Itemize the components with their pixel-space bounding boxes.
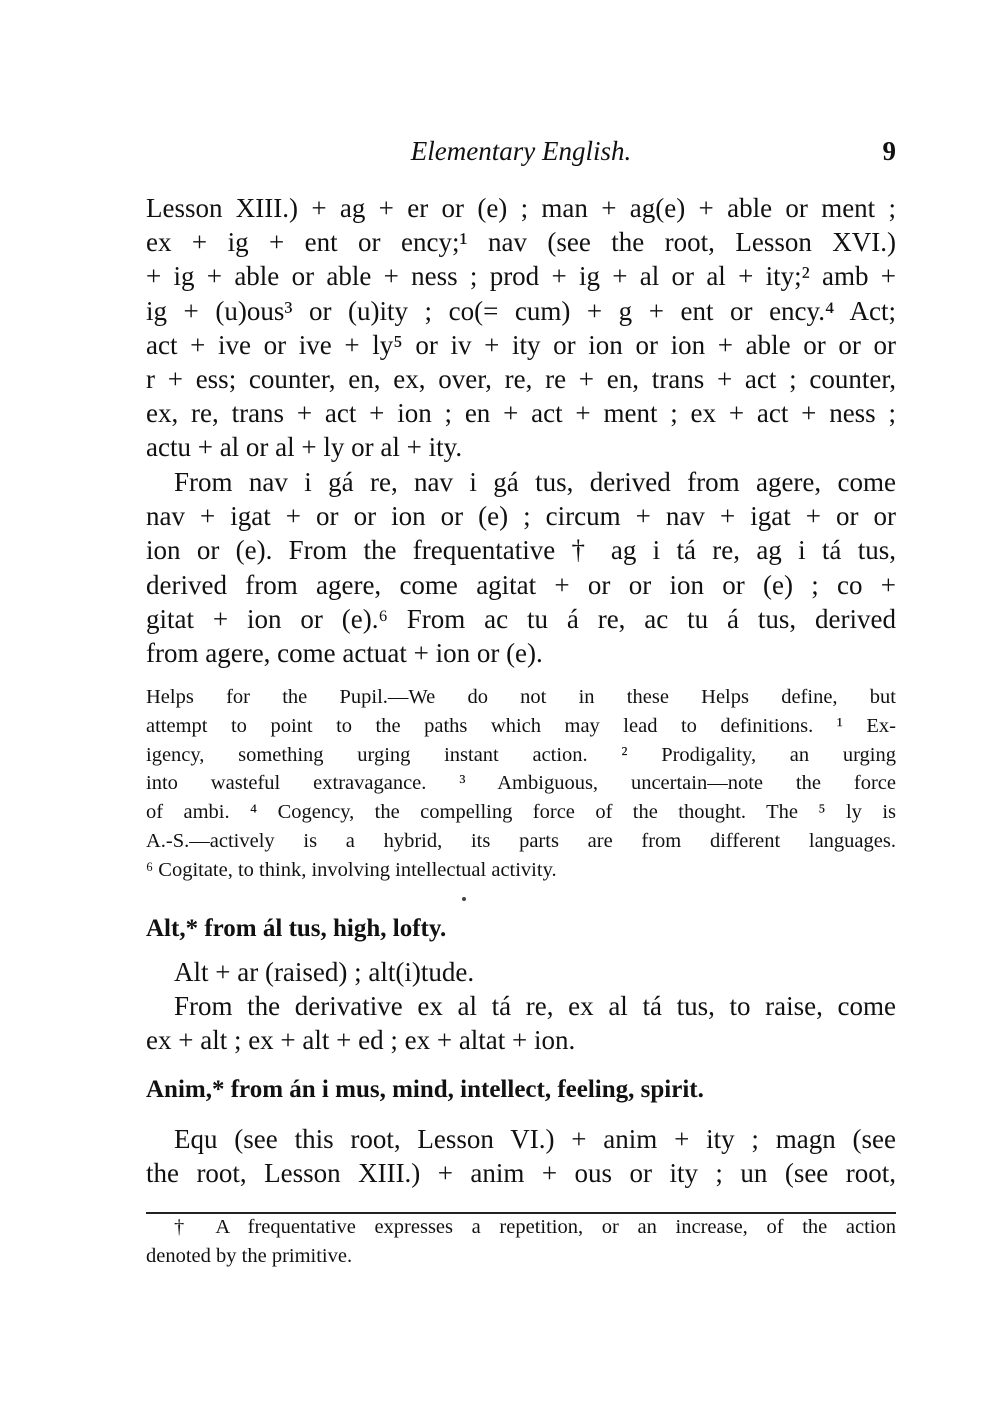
root-alt-entries: [146, 955, 896, 1058]
text-line: from agere, come actuat + ion or (e).: [146, 637, 543, 668]
text-line: nav + igat + or or ion or (e) ; circum + nav + igat + or or: [146, 501, 896, 532]
text-line: Equ (see this root, Lesson VI.) + anim + ity ; magn (see: [174, 1124, 896, 1154]
text-line: ion or (e). From the frequentative † ag i tá re, ag i tá tus,: [146, 535, 896, 566]
page-number: 9: [882, 136, 896, 166]
paragraph-derivations: [146, 465, 896, 670]
helps-line: of ambi. ⁴ Cogency, the compelling force of the thought. The ⁵ ly is: [146, 801, 896, 824]
helps-line: Helps for the Pupil.—We do not in these Helps define, but: [146, 686, 896, 708]
footnote: [146, 1213, 896, 1271]
footnote-line: denoted by the primitive.: [146, 1245, 353, 1267]
print-speck: [462, 897, 466, 901]
helps-line: into wasteful extravagance. ³ Ambiguous, uncertain—note the force: [146, 772, 896, 795]
text-line: gitat + ion or (e).⁶ From ac tu á re, ac tu á tus, derived: [146, 603, 896, 634]
helps-line: ⁶ Cogitate, to think, involving intellectual activity.: [146, 858, 557, 881]
helps-line: attempt to point to the paths which may lead to definitions. ¹ Ex-: [146, 714, 896, 737]
root-heading-alt: Alt,* from ál tus, high, lofty.: [146, 915, 447, 942]
running-head: [146, 136, 896, 170]
text-line: ex + ig + ent or ency;¹ nav (see the root, Lesson XVI.): [146, 227, 896, 258]
text-line: r + ess; counter, en, ex, over, re, re + en, trans + act ; counter,: [146, 363, 896, 394]
text-line: ex + alt ; ex + alt + ed ; ex + altat + ion.: [146, 1025, 576, 1056]
text-line: Alt + ar (raised) ; alt(i)tude.: [174, 957, 475, 987]
paragraph-lesson-continuation: [146, 191, 896, 465]
text-line: Lesson XIII.) + ag + er or (e) ; man + ag(e) + able or ment ;: [146, 193, 896, 223]
root-anim-entries: [146, 1122, 896, 1190]
text-line: From the derivative ex al tá re, ex al tá tus, to raise, come: [174, 991, 896, 1022]
text-line: the root, Lesson XIII.) + anim + ous or ity ; un (see root,: [146, 1158, 896, 1189]
root-heading-anim: Anim,* from án i mus, mind, intellect, feeling, spirit.: [146, 1076, 704, 1103]
helps-for-the-pupil: [146, 683, 896, 885]
text-line: derived from agere, come agitat + or or ion or (e) ; co +: [146, 569, 896, 600]
helps-line: igency, something urging instant action. ² Prodigality, an urging: [146, 743, 896, 766]
text-line: ex, re, trans + act + ion ; en + act + ment ; ex + act + ness ;: [146, 398, 896, 429]
text-line: actu + al or al + ly or al + ity.: [146, 432, 463, 463]
text-line: act + ive or ive + ly⁵ or iv + ity or ion or ion + able or or or: [146, 329, 896, 360]
footnote-line: † A frequentative expresses a repetition, or an increase, of the action: [174, 1216, 896, 1238]
helps-line: A.-S.—actively is a hybrid, its parts are from different languages.: [146, 829, 896, 852]
running-title: Elementary English.: [410, 136, 632, 166]
text-line: ig + (u)ous³ or (u)ity ; co(= cum) + g + ent or ency.⁴ Act;: [146, 295, 896, 326]
text-line: + ig + able or able + ness ; prod + ig + al or al + ity;² amb +: [146, 261, 896, 292]
text-line: From nav i gá re, nav i gá tus, derived from agere, come: [174, 467, 896, 497]
